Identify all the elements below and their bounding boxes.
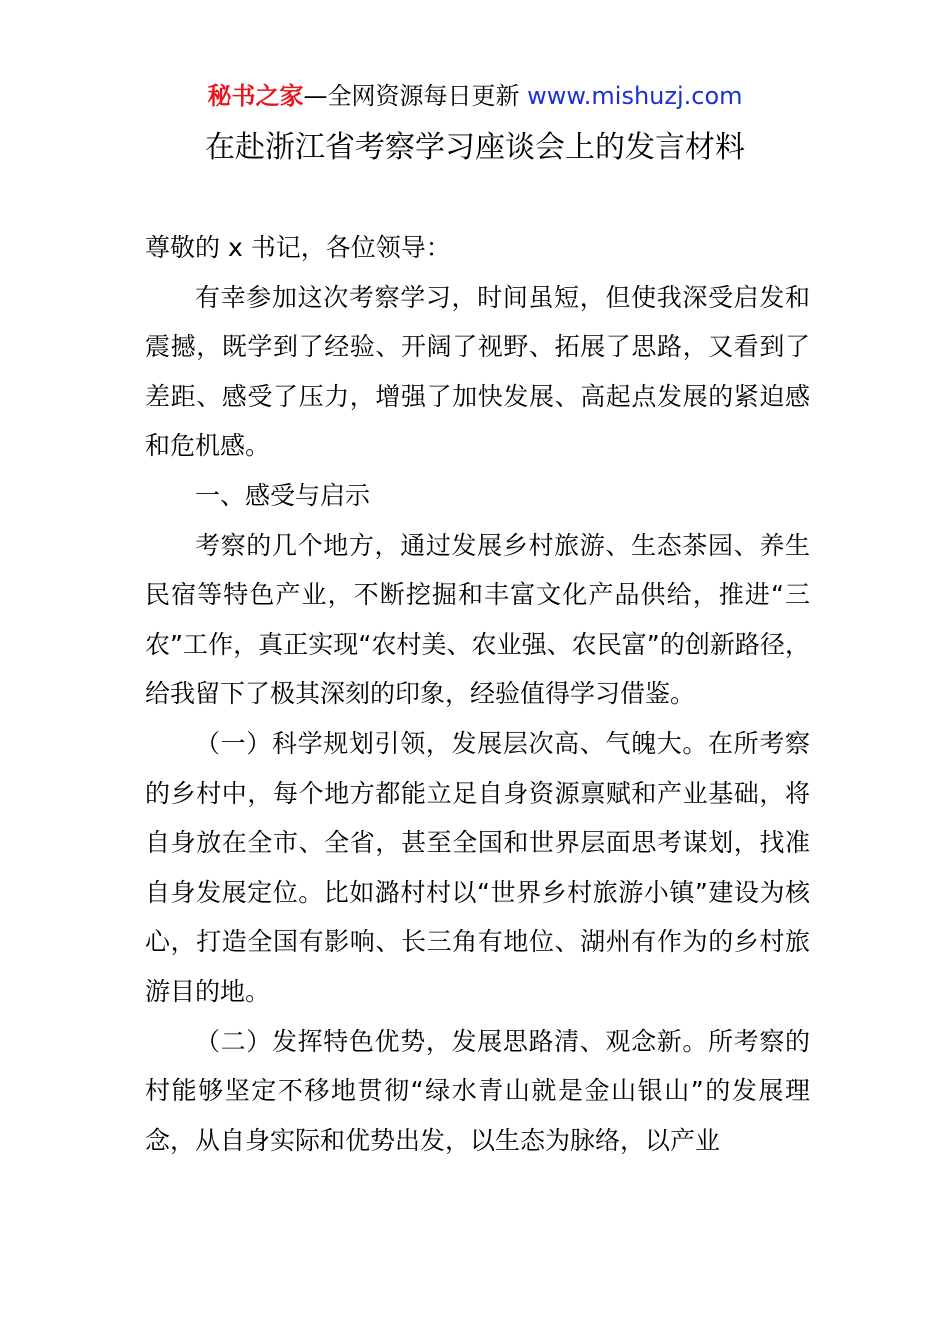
salutation: 尊敬的 x 书记，各位领导： bbox=[145, 233, 451, 262]
paragraph-overview: 考察的几个地方，通过发展乡村旅游、生态茶园、养生民宿等特色产业，不断挖掘和丰富文化产品供给，推进“三农”工作，真正实现“农村美、农业强、农民富”的创新路径，给我留下了极其深刻的印象，经验值得学习借鉴。 bbox=[145, 530, 810, 709]
document-body bbox=[145, 223, 810, 1165]
site-header bbox=[0, 80, 950, 112]
paragraph-intro: 有幸参加这次考察学习，时间虽短，但使我深受启发和震撼，既学到了经验、开阔了视野、拓展了思路，又看到了差距、感受了压力，增强了加快发展、高起点发展的紧迫感和危机感。 bbox=[145, 282, 810, 461]
paragraph-point-2: （二）发挥特色优势，发展思路清、观念新。所考察的村能够坚定不移地贯彻“绿水青山就是金山银山”的发展理念，从自身实际和优势出发，以生态为脉络，以产业 bbox=[145, 1026, 810, 1155]
site-url-link[interactable]: www.mishuzj.com bbox=[527, 82, 743, 110]
brand-name: 秘书之家 bbox=[207, 82, 304, 110]
site-tagline: —全网资源每日更新 bbox=[303, 82, 528, 110]
document-title: 在赴浙江省考察学习座谈会上的发言材料 bbox=[205, 130, 745, 165]
section-heading: 一、感受与启示 bbox=[195, 480, 371, 510]
paragraph-point-1: （一）科学规划引领，发展层次高、气魄大。在所考察的乡村中，每个地方都能立足自身资源禀赋和产业基础，将自身放在全市、全省，甚至全国和世界层面思考谋划，找准自身发展定位。比如潞村村以“世界乡村旅游小镇”建设为核心，打造全国有影响、长三角有地位、湖州有作为的乡村旅游目的地。 bbox=[145, 728, 810, 1006]
